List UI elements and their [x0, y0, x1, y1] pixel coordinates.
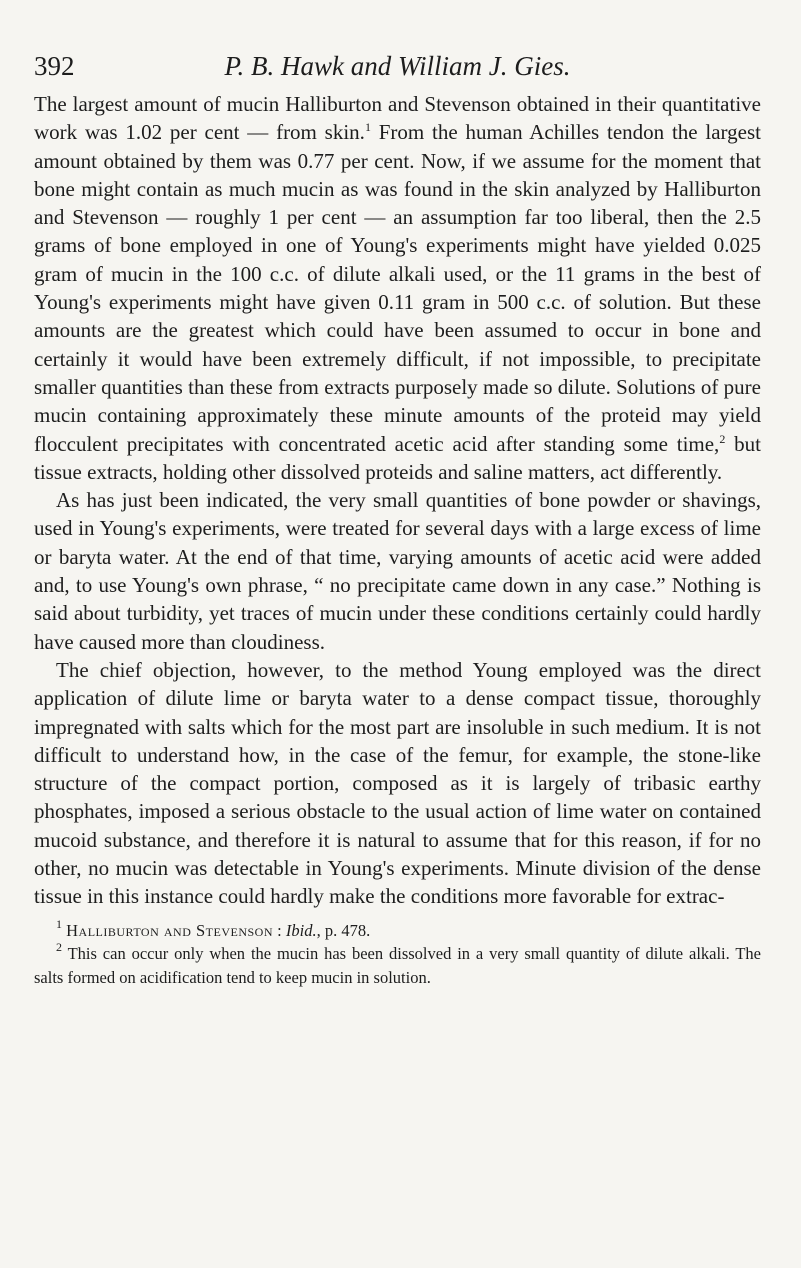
footnote-2-marker: 2: [56, 940, 62, 955]
book-page: [34, 50, 761, 989]
footnote-1-rest: , p. 478.: [316, 920, 371, 940]
page-number: 392: [34, 51, 75, 81]
paragraph-1: [34, 90, 761, 486]
paragraph-2: As has just been indicated, the very small quantities of bone powder or shavings, used in Young's experiments, were treated for several days with a large excess of lime or baryta water. At the end of that time, varying amounts of acetic acid were added and, to use Young's own phrase, “ no precipitate came down in any case.” Nothing is said about turbidity, yet traces of mucin under these conditions certainly could hardly have caused more than cloudiness.: [34, 488, 761, 654]
footnote-1-author: Halliburton and Stevenson: [66, 920, 274, 940]
footnote-1: [34, 916, 761, 943]
footnote-1-sep: :: [273, 920, 286, 940]
footnote-1-ibid: Ibid.: [285, 920, 317, 940]
paragraph-1-text-c: but tissue extracts, holding other dissolved proteids and saline matters, act differently.: [34, 431, 761, 484]
footnote-2: [34, 942, 761, 989]
running-head: [34, 50, 761, 90]
footnote-1-marker: 1: [56, 916, 62, 931]
footnote-ref-1: 1: [364, 120, 371, 135]
footnote-ref-2: 2: [719, 431, 726, 446]
body-text: [34, 90, 761, 911]
running-title: P. B. Hawk and William J. Gies.: [224, 51, 571, 81]
paragraph-1-text-b: From the human Achilles tendon the largest amount obtained by them was 0.77 per cent. Now, if we assume for the moment that bone might contain as much mucin as was found in the skin analyzed by Halliburton and Stevenson — roughly 1 per cent — an assumption far too liberal, then the 2.5 grams of bone employed in one of Young's experiments might have yielded 0.025 gram of mucin in the 100 c.c. of dilute alkali used, or the 11 grams in the best of Young's experiments might have given 0.11 gram in 500 c.c. of solution. But these amounts are the greatest which could have been assumed to occur in bone and certainly it would have been extremely difficult, if not impossible, to precipitate smaller quantities than these from extracts purposely made so dilute. Solutions of pure mucin containing approximately these minute amounts of the proteid may yield flocculent precipitates with concentrated acetic acid after standing some time,: [34, 120, 761, 456]
paragraph-1-text-a: The largest amount of mucin Halliburton and Stevenson obtained in their quantitative work was 1.02 per cent — from skin.: [34, 92, 761, 145]
paragraph-3: The chief objection, however, to the method Young employed was the direct application of dilute lime or baryta water to a dense compact tissue, thoroughly impregnated with salts which for the most part are insoluble in such medium. It is not difficult to understand how, in the case of the femur, for example, the stone-like structure of the compact portion, composed as it is largely of tribasic earthy phosphates, imposed a serious obstacle to the usual action of lime water on contained mucoid substance, and therefore it is natural to assume that for this reason, if for no other, no mucin was detectable in Young's experiments. Minute division of the dense tissue in this instance could hardly make the conditions more favorable for extrac-: [34, 657, 761, 909]
footnote-2-text: This can occur only when the mucin has been dissolved in a very small quantity of dilute alkali. The salts formed on acidification tend to keep mucin in solution.: [34, 944, 762, 987]
footnotes: [34, 916, 762, 990]
